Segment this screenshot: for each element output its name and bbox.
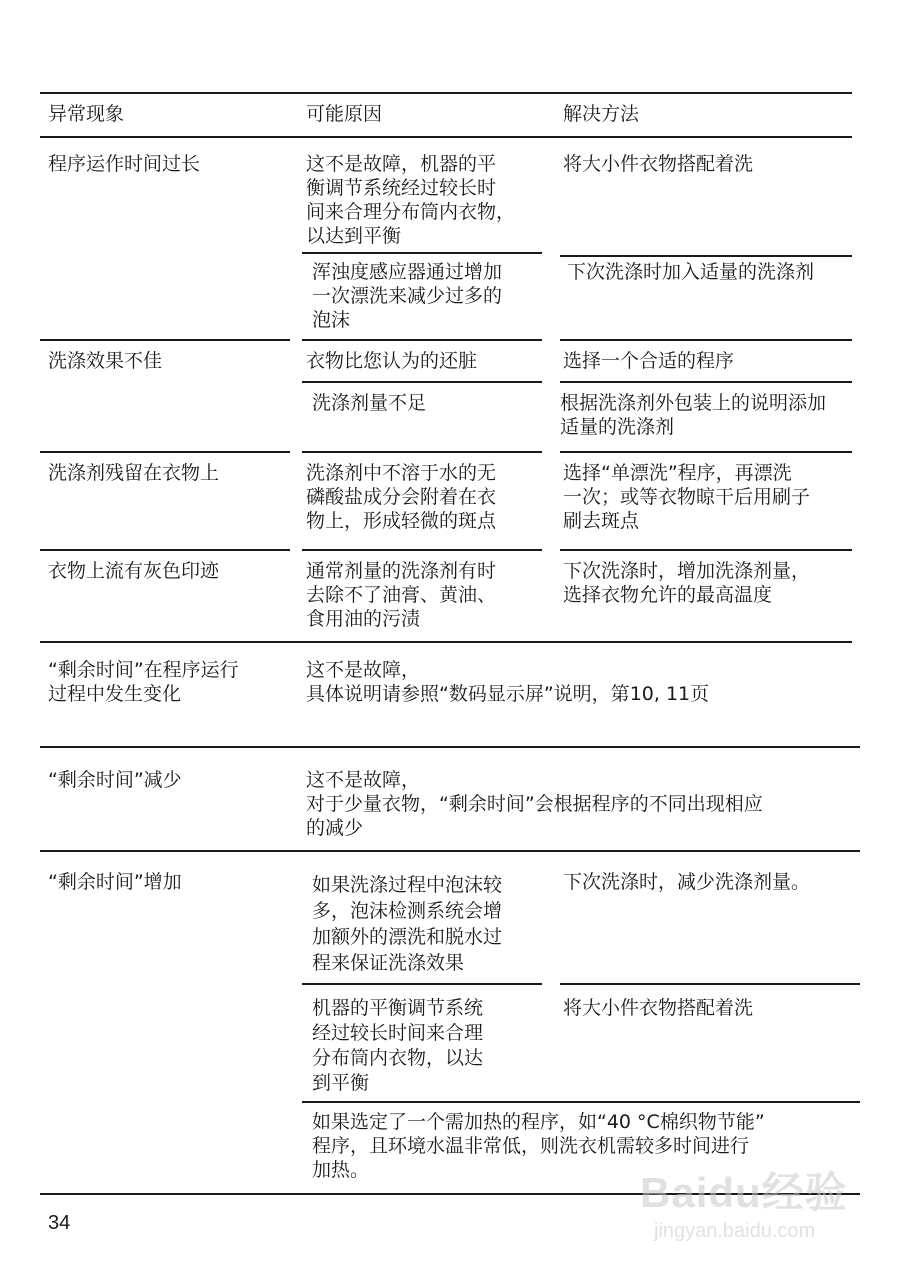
baidu-watermark [640,1160,880,1270]
header-symptom: 异常现象 [48,103,125,125]
row2-solution-2: 根据洗涤剂外包装上的说明添加 适量的洗涤剂 [560,392,827,438]
row1-solution-2: 下次洗涤时加入适量的洗涤剂 [567,261,815,283]
row1-symptom: 程序运作时间过长 [48,153,201,175]
row2-top-rule-solution [560,339,852,341]
row1-cause-1: 这不是故障，机器的平 衡调节系统经过较长时 间来合理分布筒内衣物， 以达到平衡 [306,153,516,247]
row7-cause-3: 如果选定了一个需加热的程序，如“40 °C棉织物节能” 程序，且环境水温非常低，则洗衣机需较多时间进行 加热。 [312,1111,765,1181]
row6-top-rule [40,746,860,748]
row2-solution-1: 选择一个合适的程序 [563,350,735,372]
baidu-logo-text: Baidu经验 [640,1169,848,1216]
baidu-url: jingyan.baidu.com [654,1220,816,1242]
row7-solution-1: 下次洗涤时，减少洗涤剂量。 [563,871,811,893]
row4-top-rule-symptom [40,549,290,551]
row4-symptom: 衣物上流有灰色印迹 [48,560,220,582]
header-bottom-rule [40,136,852,138]
row2-top-rule-symptom [40,339,290,341]
row7-sub-rule-cause [302,983,542,985]
row2-sub-rule-cause [302,381,542,383]
row2-top-rule-cause [302,339,542,341]
row4-cause-1: 通常剂量的洗涤剂有时 去除不了油膏、黄油、 食用油的污渍 [306,560,497,630]
row4-top-rule-cause [302,549,542,551]
row1-sub-rule-cause [302,252,542,254]
row7-top-rule [40,850,860,852]
row6-symptom: “剩余时间”减少 [48,769,182,791]
row2-symptom: 洗涤效果不佳 [48,350,163,372]
row7-solution-2: 将大小件衣物搭配着洗 [563,997,754,1019]
row7-cause-1: 如果洗涤过程中泡沫较 多，泡沫检测系统会增 加额外的漂洗和脱水过 程来保证洗涤效果 [312,874,503,974]
row2-cause-1: 衣物比您认为的还脏 [306,350,478,372]
row1-solution-1: 将大小件衣物搭配着洗 [563,153,754,175]
row1-sub-rule-solution [560,255,852,257]
header-cause: 可能原因 [306,103,383,125]
row7-symptom: “剩余时间”增加 [48,871,182,893]
row3-top-rule-solution [560,451,852,453]
row3-symptom: 洗涤剂残留在衣物上 [48,462,220,484]
page-number: 34 [48,1212,71,1234]
row5-cause-1: 这不是故障， 具体说明请参照“数码显示屏”说明，第10, 11页 [306,659,710,705]
row3-top-rule-symptom [40,451,290,453]
header-solution: 解决方法 [563,103,640,125]
row6-cause-1: 这不是故障， 对于少量衣物，“剩余时间”会根据程序的不同出现相应 的减少 [306,769,763,839]
row2-cause-2: 洗涤剂量不足 [312,392,427,414]
row1-cause-2: 浑浊度感应器通过增加 一次漂洗来减少过多的 泡沫 [312,261,503,331]
row7-cause-2: 机器的平衡调节系统 经过较长时间来合理 分布筒内衣物，以达 到平衡 [312,997,484,1094]
row5-top-rule [40,641,852,643]
row4-solution-1: 下次洗涤时，增加洗涤剂量， 选择衣物允许的最高温度 [563,560,811,606]
row4-top-rule-solution [560,549,852,551]
row7-sub-rule-solution [560,983,860,985]
row3-cause-1: 洗涤剂中不溶于水的无 磷酸盐成分会附着在衣 物上，形成轻微的斑点 [306,462,497,532]
table-top-rule [40,92,852,94]
row5-symptom: “剩余时间”在程序运行 过程中发生变化 [48,659,239,705]
row3-top-rule-cause [302,451,542,453]
row7-sub-rule-wide [302,1101,860,1103]
row3-solution-1: 选择“单漂洗”程序，再漂洗 一次；或等衣物晾干后用刷子 刷去斑点 [563,462,811,532]
row2-sub-rule-solution [560,381,852,383]
